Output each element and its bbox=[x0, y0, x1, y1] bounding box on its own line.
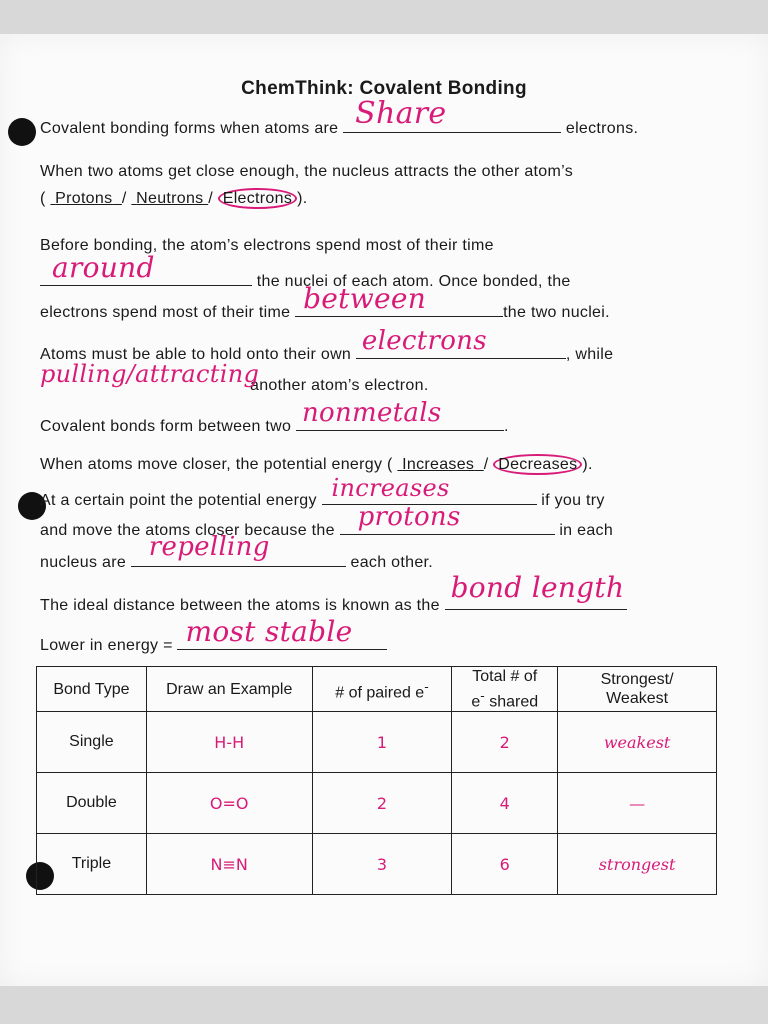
q3-answer2: between bbox=[303, 282, 427, 315]
q1-blank bbox=[343, 96, 561, 133]
page-title: ChemThink: Covalent Bonding bbox=[241, 78, 527, 99]
question-6 bbox=[40, 456, 593, 474]
total-triple: 6 bbox=[452, 834, 558, 895]
q2-sep2: / bbox=[208, 190, 213, 207]
q5-blank bbox=[296, 398, 504, 431]
q5-answer: nonmetals bbox=[301, 398, 442, 428]
question-2-line1: When two atoms get close enough, the nucleus attracts the other atom’s bbox=[40, 163, 573, 180]
q7-blank3 bbox=[131, 532, 346, 567]
q6-option-increases bbox=[397, 456, 483, 473]
header-total-shared bbox=[452, 667, 558, 712]
q4-blank1 bbox=[356, 326, 566, 359]
q5-text: Covalent bonds form between two bbox=[40, 418, 292, 435]
q9-answer: most stable bbox=[185, 615, 353, 648]
q2-paren-close: ). bbox=[297, 190, 308, 207]
q4-answer2: pulling/attracting bbox=[40, 360, 260, 388]
paired-double: 2 bbox=[312, 773, 452, 834]
bond-type-double: Double bbox=[37, 773, 147, 834]
q7-answer1: increases bbox=[331, 474, 450, 502]
question-3-line3 bbox=[40, 282, 610, 322]
q7-line2-text: and move the atoms closer because the bbox=[40, 522, 335, 539]
table-row bbox=[37, 773, 717, 834]
q3-blank2 bbox=[295, 282, 503, 317]
header-total-e: e bbox=[471, 693, 481, 711]
header-total-line1: Total # of bbox=[472, 668, 538, 685]
question-4-line2 bbox=[40, 360, 429, 395]
header-paired-sup: - bbox=[424, 678, 429, 694]
bond-type-triple: Triple bbox=[37, 834, 147, 895]
question-3-line1: Before bonding, the atom’s electrons spend most of their time bbox=[40, 237, 494, 254]
bond-type-single: Single bbox=[37, 712, 147, 773]
header-total-line2: shared bbox=[489, 693, 539, 711]
bond-table bbox=[36, 666, 717, 895]
question-2-options bbox=[40, 190, 308, 208]
q7-line1-after: if you try bbox=[541, 492, 605, 509]
q4-text-after: , while bbox=[565, 346, 614, 363]
q6-text: When atoms move closer, the potential energy bbox=[40, 456, 383, 473]
header-strength-line1: Strongest/ bbox=[600, 671, 674, 689]
q4-line2-text: another atom’s electron. bbox=[250, 377, 429, 394]
strength-single: weakest bbox=[558, 712, 717, 773]
q4-blank2 bbox=[40, 360, 260, 390]
question-7-line3 bbox=[40, 532, 434, 572]
question-1 bbox=[40, 96, 639, 138]
q7-line3-after: each other. bbox=[350, 554, 434, 571]
q2-option-neutrons bbox=[131, 190, 208, 207]
header-strength-line2: Weakest bbox=[606, 690, 669, 708]
question-7-line1 bbox=[40, 474, 605, 510]
q2-option-electrons-circled: Electrons bbox=[218, 188, 297, 209]
q3-line3-text: electrons spend most of their time bbox=[40, 304, 291, 321]
header-strongest-weakest bbox=[558, 667, 717, 712]
example-double: O=O bbox=[146, 773, 312, 834]
q2-sep1: / bbox=[121, 190, 127, 207]
q8-answer: bond length bbox=[450, 571, 625, 604]
q4-answer1: electrons bbox=[361, 326, 487, 356]
example-single: H-H bbox=[146, 712, 312, 773]
q7-answer3: repelling bbox=[148, 532, 270, 562]
q2-protons-label: Protons bbox=[55, 190, 113, 207]
q6-paren-close: ). bbox=[582, 456, 593, 473]
strength-double: — bbox=[558, 773, 717, 834]
question-7-line2 bbox=[40, 502, 614, 540]
table-row bbox=[37, 834, 717, 895]
q5-text-after: . bbox=[503, 418, 509, 435]
hole-punch-top bbox=[8, 118, 36, 146]
q7-line3-text: nucleus are bbox=[40, 554, 127, 571]
q2-paren-open: ( bbox=[40, 190, 46, 207]
q6-increases-label: Increases bbox=[402, 456, 475, 473]
question-8 bbox=[40, 571, 627, 615]
q3-line3-after: the two nuclei. bbox=[503, 304, 610, 321]
q1-answer: Share bbox=[355, 96, 447, 131]
total-single: 2 bbox=[452, 712, 558, 773]
q7-line2-after: in each bbox=[559, 522, 614, 539]
q6-option-decreases-circled: Decreases bbox=[493, 454, 582, 475]
paired-triple: 3 bbox=[312, 834, 452, 895]
q7-answer2: protons bbox=[357, 502, 461, 532]
q8-text: The ideal distance between the atoms is known as the bbox=[40, 597, 440, 614]
q2-neutrons-label: Neutrons bbox=[136, 190, 204, 207]
example-triple: N≡N bbox=[146, 834, 312, 895]
table-header-row bbox=[37, 667, 717, 712]
q3-line2-text: the nuclei of each atom. Once bonded, the bbox=[256, 273, 571, 290]
q2-option-protons bbox=[50, 190, 122, 207]
header-bond-type: Bond Type bbox=[37, 667, 147, 712]
header-paired-text: # of paired e bbox=[335, 683, 425, 701]
question-5 bbox=[40, 398, 509, 436]
q1-text: Covalent bonding forms when atoms are bbox=[40, 120, 339, 137]
header-total-sup: - bbox=[480, 688, 485, 703]
paired-single: 1 bbox=[312, 712, 452, 773]
q9-text: Lower in energy = bbox=[40, 637, 173, 654]
strength-triple: strongest bbox=[558, 834, 717, 895]
question-9 bbox=[40, 615, 387, 655]
total-double: 4 bbox=[452, 773, 558, 834]
q8-blank bbox=[445, 571, 627, 610]
table-row bbox=[37, 712, 717, 773]
q3-blank1 bbox=[40, 251, 252, 286]
q7-line1-text: At a certain point the potential energy bbox=[40, 492, 317, 509]
q3-answer1: around bbox=[52, 251, 155, 284]
q6-paren-open: ( bbox=[387, 456, 393, 473]
q9-blank bbox=[177, 615, 387, 650]
q6-sep: / bbox=[483, 456, 489, 473]
q4-text: Atoms must be able to hold onto their own bbox=[40, 346, 352, 363]
q1-text-after: electrons. bbox=[565, 120, 639, 137]
header-paired-electrons bbox=[312, 667, 452, 712]
header-draw-example: Draw an Example bbox=[146, 667, 312, 712]
q7-blank2 bbox=[340, 502, 555, 535]
